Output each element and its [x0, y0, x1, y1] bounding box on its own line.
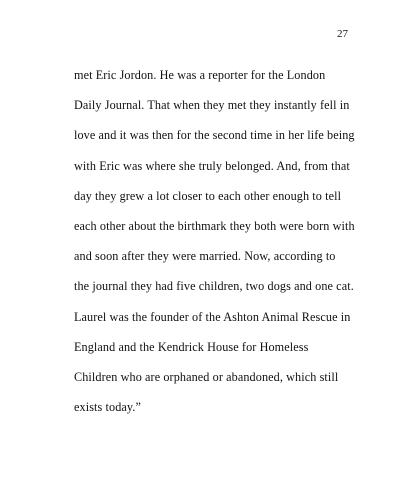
text-line: Daily Journal. That when they met they instantly fell in	[74, 98, 350, 113]
page-number: 27	[337, 28, 348, 40]
text-line: love and it was then for the second time in her life being	[74, 128, 355, 143]
text-line: exists today.”	[74, 400, 141, 415]
text-line: and soon after they were married. Now, according to	[74, 249, 336, 264]
text-line: met Eric Jordon. He was a reporter for the London	[74, 68, 326, 82]
text-line: day they grew a lot closer to each other enough to tell	[74, 188, 342, 203]
text-line: England and the Kendrick House for Homeless	[74, 339, 309, 354]
body-paragraph	[74, 60, 374, 422]
text-line: Laurel was the founder of the Ashton Animal Rescue in	[74, 309, 351, 324]
text-line: with Eric was where she truly belonged. And, from that	[74, 158, 350, 173]
text-line: each other about the birthmark they both were born with	[74, 218, 355, 233]
text-line: the journal they had five children, two dogs and one cat.	[74, 279, 354, 294]
text-line: Children who are orphaned or abandoned, which still	[74, 369, 339, 384]
